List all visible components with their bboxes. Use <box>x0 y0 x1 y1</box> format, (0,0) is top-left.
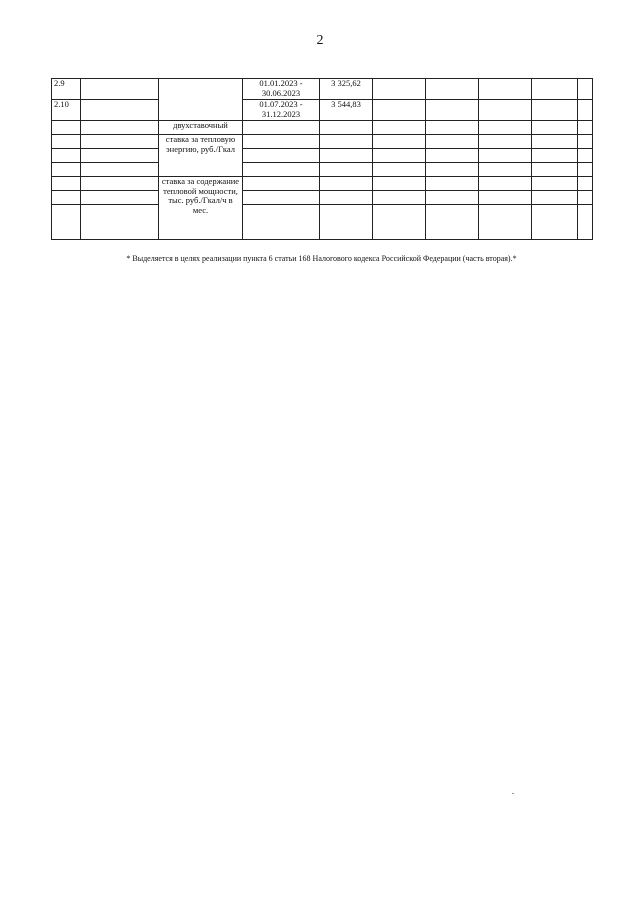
period-cell: 01.07.2023 - 31.12.2023 <box>243 100 320 121</box>
row-number: 2.10 <box>52 100 81 121</box>
two-part-label: двухставочный <box>159 121 243 135</box>
capacity-rate-label: ставка за содержание тепловой мощности, тыс. руб./Гкал/ч в мес. <box>159 177 243 240</box>
table-row <box>52 191 593 205</box>
row-number: 2.9 <box>52 79 81 100</box>
table-row <box>52 121 593 135</box>
tariff-table <box>51 78 593 240</box>
page-number: 2 <box>316 33 324 48</box>
energy-rate-label: ставка за тепловую энергию, руб./Гкал <box>159 135 243 177</box>
table-row <box>52 149 593 163</box>
table-row <box>52 135 593 149</box>
table-row <box>52 177 593 191</box>
value-cell: 3 325,62 <box>320 79 373 100</box>
table-row <box>52 163 593 177</box>
period-cell: 01.01.2023 - 30.06.2023 <box>243 79 320 100</box>
table-row <box>52 100 593 121</box>
value-cell: 3 544,83 <box>320 100 373 121</box>
scan-speck <box>512 793 514 794</box>
footnote: * Выделяется в целях реализации пункта 6 статьи 168 Налогового кодекса Российской Федерации (часть вторая).* <box>126 254 517 263</box>
table-row <box>52 205 593 240</box>
table-row <box>52 79 593 100</box>
